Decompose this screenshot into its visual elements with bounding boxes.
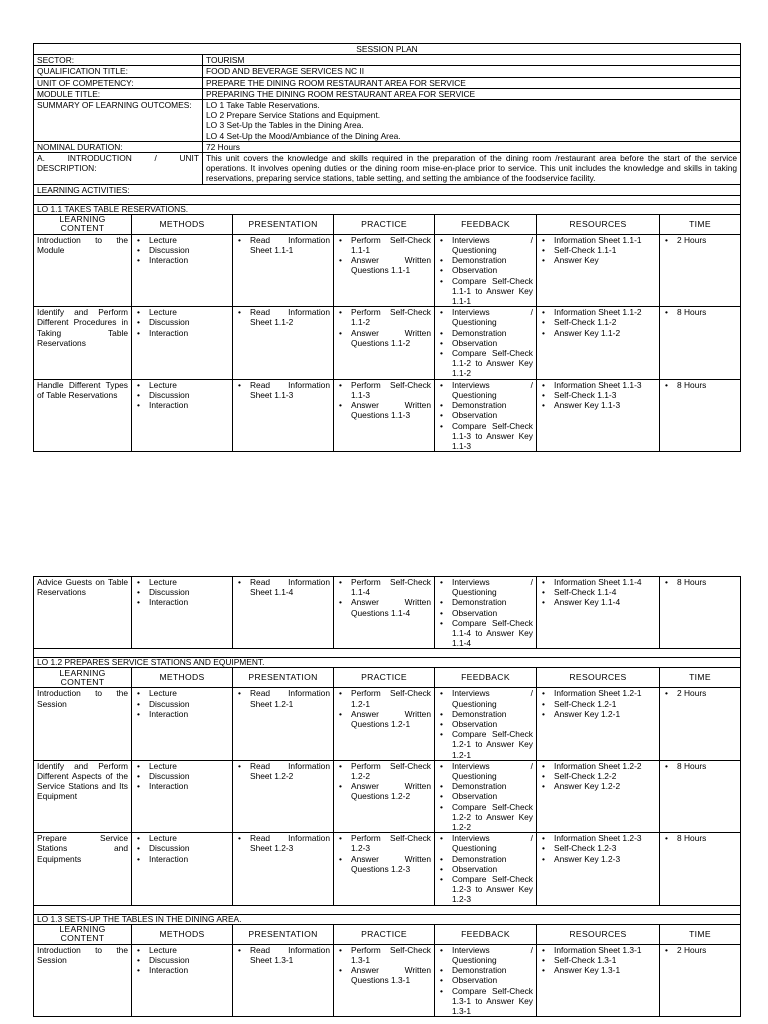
col-header: FEEDBACK xyxy=(435,924,537,944)
intro-text: This unit covers the knowledge and skills required in the preparation of the dining room /restaurant area before the start of the service operations. It involves opening duties or the dining room mise-en-place prior to service. This unit includes the knowledge and skills in taking reservations, preparing service stations, table setting, and setting the ambiance of the foodservice facility. xyxy=(203,153,741,185)
resource-item: • Self-Check 1.2-1 xyxy=(540,699,656,709)
header-row-module xyxy=(34,88,741,99)
presentation-cell xyxy=(233,577,334,649)
time-item: • 2 Hours xyxy=(663,688,737,698)
table-row xyxy=(34,833,741,905)
method-item: • Lecture xyxy=(135,761,229,771)
feedback-item: • Compare Self-Check 1.1-3 to Answer Key 1.1-3 xyxy=(438,421,533,452)
col-header: RESOURCES xyxy=(537,214,660,234)
time-item: • 8 Hours xyxy=(663,307,737,317)
feedback-cell xyxy=(435,379,537,451)
practice-item: • Perform Self-Check 1.2-1 xyxy=(337,688,431,708)
practice-item: • Perform Self-Check 1.1-4 xyxy=(337,577,431,597)
method-item: • Interaction xyxy=(135,328,229,338)
feedback-item: • Interviews / Questioning xyxy=(438,380,533,400)
blank-row xyxy=(34,649,741,658)
table-row xyxy=(34,944,741,1016)
practice-item: • Perform Self-Check 1.1-1 xyxy=(337,235,431,255)
resource-item: • Self-Check 1.1-3 xyxy=(540,390,656,400)
resource-item: • Information Sheet 1.1-1 xyxy=(540,235,656,245)
feedback-item: • Observation xyxy=(438,864,533,874)
col-header: METHODS xyxy=(132,668,233,688)
practice-cell xyxy=(334,307,435,379)
methods-cell xyxy=(132,379,233,451)
presentation-item: • Read Information Sheet 1.1-1 xyxy=(236,235,330,255)
col-header: RESOURCES xyxy=(537,924,660,944)
time-cell xyxy=(660,688,741,760)
time-item: • 8 Hours xyxy=(663,380,737,390)
practice-item: • Answer Written Questions 1.2-2 xyxy=(337,781,431,801)
col-header: PRESENTATION xyxy=(233,214,334,234)
resources-cell xyxy=(537,234,660,306)
resource-item: • Information Sheet 1.2-2 xyxy=(540,761,656,771)
column-header-row xyxy=(34,924,741,944)
learning-content: Advice Guests on Table Reservations xyxy=(34,577,132,649)
time-item: • 8 Hours xyxy=(663,833,737,843)
header-row-unit xyxy=(34,77,741,88)
feedback-item: • Observation xyxy=(438,719,533,729)
nominal-value: 72 Hours xyxy=(203,141,741,152)
col-header: TIME xyxy=(660,924,741,944)
resource-item: • Self-Check 1.2-3 xyxy=(540,843,656,853)
resource-item: • Information Sheet 1.1-4 xyxy=(540,577,656,587)
method-item: • Discussion xyxy=(135,390,229,400)
feedback-cell xyxy=(435,577,537,649)
table-row xyxy=(34,688,741,760)
resources-cell xyxy=(537,307,660,379)
practice-cell xyxy=(334,379,435,451)
time-cell xyxy=(660,234,741,306)
methods-cell xyxy=(132,577,233,649)
feedback-item: • Observation xyxy=(438,791,533,801)
header-label: SECTOR: xyxy=(34,55,203,66)
resource-item: • Self-Check 1.2-2 xyxy=(540,771,656,781)
col-header: LEARNING CONTENT xyxy=(34,668,132,688)
resources-cell xyxy=(537,688,660,760)
method-item: • Discussion xyxy=(135,317,229,327)
feedback-item: • Observation xyxy=(438,608,533,618)
summary-row xyxy=(34,100,741,142)
practice-item: • Perform Self-Check 1.2-2 xyxy=(337,761,431,781)
lo-title: LO 1.3 SETS-UP THE TABLES IN THE DINING AREA. xyxy=(34,914,741,924)
col-header: LEARNING CONTENT xyxy=(34,924,132,944)
feedback-item: • Interviews / Questioning xyxy=(438,235,533,255)
feedback-cell xyxy=(435,688,537,760)
method-item: • Lecture xyxy=(135,945,229,955)
feedback-cell xyxy=(435,833,537,905)
presentation-cell xyxy=(233,833,334,905)
feedback-item: • Demonstration xyxy=(438,965,533,975)
lo-title: LO 1.2 PREPARES SERVICE STATIONS AND EQUIPMENT. xyxy=(34,658,741,668)
table-row xyxy=(34,577,741,649)
page2-table xyxy=(33,576,741,1017)
method-item: • Discussion xyxy=(135,699,229,709)
resource-item: • Information Sheet 1.1-3 xyxy=(540,380,656,390)
practice-item: • Perform Self-Check 1.1-2 xyxy=(337,307,431,327)
header-value: FOOD AND BEVERAGE SERVICES NC II xyxy=(203,66,741,77)
resource-item: • Self-Check 1.3-1 xyxy=(540,955,656,965)
time-cell xyxy=(660,379,741,451)
method-item: • Discussion xyxy=(135,843,229,853)
presentation-cell xyxy=(233,379,334,451)
header-label: MODULE TITLE: xyxy=(34,88,203,99)
feedback-item: • Observation xyxy=(438,975,533,985)
session-plan-page-2 xyxy=(33,576,740,1017)
resource-item: • Answer Key 1.3-1 xyxy=(540,965,656,975)
presentation-item: • Read Information Sheet 1.1-3 xyxy=(236,380,330,400)
resources-cell xyxy=(537,577,660,649)
method-item: • Interaction xyxy=(135,781,229,791)
learning-content: Introduction to the Module xyxy=(34,234,132,306)
col-header: FEEDBACK xyxy=(435,214,537,234)
practice-cell xyxy=(334,760,435,832)
method-item: • Lecture xyxy=(135,307,229,317)
feedback-cell xyxy=(435,307,537,379)
presentation-item: • Read Information Sheet 1.1-2 xyxy=(236,307,330,327)
header-row-qualification xyxy=(34,66,741,77)
col-header: TIME xyxy=(660,668,741,688)
header-label: UNIT OF COMPETENCY: xyxy=(34,77,203,88)
presentation-cell xyxy=(233,307,334,379)
time-cell xyxy=(660,944,741,1016)
method-item: • Lecture xyxy=(135,833,229,843)
presentation-cell xyxy=(233,688,334,760)
method-item: • Lecture xyxy=(135,235,229,245)
feedback-item: • Demonstration xyxy=(438,255,533,265)
resource-item: • Answer Key 1.1-2 xyxy=(540,328,656,338)
presentation-cell xyxy=(233,234,334,306)
feedback-item: • Demonstration xyxy=(438,709,533,719)
method-item: • Lecture xyxy=(135,688,229,698)
header-row-sector xyxy=(34,55,741,66)
practice-item: • Answer Written Questions 1.1-2 xyxy=(337,328,431,348)
resource-item: • Information Sheet 1.2-3 xyxy=(540,833,656,843)
method-item: • Discussion xyxy=(135,245,229,255)
practice-cell xyxy=(334,833,435,905)
col-header: PRACTICE xyxy=(334,924,435,944)
resource-item: • Self-Check 1.1-2 xyxy=(540,317,656,327)
method-item: • Discussion xyxy=(135,955,229,965)
resources-cell xyxy=(537,833,660,905)
methods-cell xyxy=(132,833,233,905)
summary-line: LO 3 Set-Up the Tables in the Dining Area. xyxy=(206,120,364,131)
column-header-row xyxy=(34,214,741,234)
header-value: PREPARE THE DINING ROOM RESTAURANT AREA FOR SERVICE xyxy=(203,77,741,88)
practice-item: • Answer Written Questions 1.2-3 xyxy=(337,854,431,874)
method-item: • Interaction xyxy=(135,854,229,864)
session-plan-page-1 xyxy=(33,43,740,452)
feedback-item: • Observation xyxy=(438,265,533,275)
table-row xyxy=(34,234,741,306)
learning-content: Handle Different Types of Table Reservations xyxy=(34,379,132,451)
practice-item: • Answer Written Questions 1.3-1 xyxy=(337,965,431,985)
method-item: • Interaction xyxy=(135,597,229,607)
feedback-item: • Demonstration xyxy=(438,400,533,410)
feedback-item: • Compare Self-Check 1.3-1 to Answer Key 1.3-1 xyxy=(438,986,533,1017)
feedback-item: • Compare Self-Check 1.2-1 to Answer Key 1.2-1 xyxy=(438,729,533,760)
resources-cell xyxy=(537,379,660,451)
presentation-item: • Read Information Sheet 1.2-2 xyxy=(236,761,330,781)
resource-item: • Answer Key xyxy=(540,255,656,265)
feedback-item: • Compare Self-Check 1.1-4 to Answer Key 1.1-4 xyxy=(438,618,533,649)
resource-item: • Self-Check 1.1-1 xyxy=(540,245,656,255)
summary-lines xyxy=(203,100,741,142)
summary-line: LO 4 Set-Up the Mood/Ambiance of the Dining Area. xyxy=(206,130,401,141)
col-header: METHODS xyxy=(132,214,233,234)
methods-cell xyxy=(132,307,233,379)
blank-row xyxy=(34,195,741,204)
practice-item: • Answer Written Questions 1.2-1 xyxy=(337,709,431,729)
feedback-item: • Demonstration xyxy=(438,328,533,338)
summary-label: SUMMARY OF LEARNING OUTCOMES: xyxy=(34,100,203,142)
resource-item: • Answer Key 1.1-4 xyxy=(540,597,656,607)
col-header: PRACTICE xyxy=(334,668,435,688)
feedback-item: • Interviews / Questioning xyxy=(438,688,533,708)
header-value: PREPARING THE DINING ROOM RESTAURANT AREA FOR SERVICE xyxy=(203,88,741,99)
practice-cell xyxy=(334,688,435,760)
intro-row xyxy=(34,153,741,185)
feedback-item: • Demonstration xyxy=(438,597,533,607)
session-plan-header-table xyxy=(33,43,741,196)
method-item: • Discussion xyxy=(135,771,229,781)
resource-item: • Answer Key 1.1-3 xyxy=(540,400,656,410)
methods-cell xyxy=(132,760,233,832)
plan-title: SESSION PLAN xyxy=(34,44,741,55)
method-item: • Discussion xyxy=(135,587,229,597)
nominal-row xyxy=(34,141,741,152)
practice-item: • Perform Self-Check 1.2-3 xyxy=(337,833,431,853)
feedback-item: • Observation xyxy=(438,338,533,348)
presentation-item: • Read Information Sheet 1.2-3 xyxy=(236,833,330,853)
learning-content: Identify and Perform Different Procedures in Taking Table Reservations xyxy=(34,307,132,379)
col-header: PRACTICE xyxy=(334,214,435,234)
feedback-item: • Demonstration xyxy=(438,781,533,791)
feedback-item: • Interviews / Questioning xyxy=(438,945,533,965)
column-header-row xyxy=(34,668,741,688)
presentation-cell xyxy=(233,944,334,1016)
time-cell xyxy=(660,760,741,832)
table-row xyxy=(34,760,741,832)
practice-item: • Perform Self-Check 1.3-1 xyxy=(337,945,431,965)
time-item: • 2 Hours xyxy=(663,235,737,245)
feedback-item: • Observation xyxy=(438,410,533,420)
feedback-item: • Interviews / Questioning xyxy=(438,761,533,781)
method-item: • Interaction xyxy=(135,965,229,975)
resource-item: • Self-Check 1.1-4 xyxy=(540,587,656,597)
col-header: METHODS xyxy=(132,924,233,944)
intro-label: A. INTRODUCTION / UNIT DESCRIPTION: xyxy=(34,153,203,185)
method-item: • Interaction xyxy=(135,709,229,719)
feedback-cell xyxy=(435,944,537,1016)
resource-item: • Information Sheet 1.2-1 xyxy=(540,688,656,698)
method-item: • Interaction xyxy=(135,400,229,410)
time-item: • 2 Hours xyxy=(663,945,737,955)
feedback-cell xyxy=(435,234,537,306)
feedback-item: • Interviews / Questioning xyxy=(438,577,533,597)
feedback-item: • Compare Self-Check 1.2-2 to Answer Key 1.2-2 xyxy=(438,802,533,833)
time-cell xyxy=(660,833,741,905)
time-item: • 8 Hours xyxy=(663,577,737,587)
resources-cell xyxy=(537,760,660,832)
col-header: LEARNING CONTENT xyxy=(34,214,132,234)
time-cell xyxy=(660,577,741,649)
feedback-item: • Compare Self-Check 1.1-2 to Answer Key 1.1-2 xyxy=(438,348,533,379)
learning-content: Prepare Service Stations and Equipments xyxy=(34,833,132,905)
learning-activities-label: LEARNING ACTIVITIES: xyxy=(34,184,741,195)
learning-content: Introduction to the Session xyxy=(34,944,132,1016)
blank-row xyxy=(34,905,741,914)
practice-item: • Perform Self-Check 1.1-3 xyxy=(337,380,431,400)
practice-cell xyxy=(334,234,435,306)
practice-item: • Answer Written Questions 1.1-4 xyxy=(337,597,431,617)
nominal-label: NOMINAL DURATION: xyxy=(34,141,203,152)
header-label: QUALIFICATION TITLE: xyxy=(34,66,203,77)
presentation-cell xyxy=(233,760,334,832)
lo1-table xyxy=(33,195,741,452)
methods-cell xyxy=(132,234,233,306)
method-item: • Lecture xyxy=(135,577,229,587)
summary-line: LO 1 Take Table Reservations. xyxy=(206,100,320,111)
learning-content: Identify and Perform Different Aspects of the Service Stations and Its Equipment xyxy=(34,760,132,832)
resource-item: • Information Sheet 1.3-1 xyxy=(540,945,656,955)
presentation-item: • Read Information Sheet 1.1-4 xyxy=(236,577,330,597)
presentation-item: • Read Information Sheet 1.2-1 xyxy=(236,688,330,708)
time-cell xyxy=(660,307,741,379)
methods-cell xyxy=(132,944,233,1016)
resource-item: • Information Sheet 1.1-2 xyxy=(540,307,656,317)
resource-item: • Answer Key 1.2-3 xyxy=(540,854,656,864)
method-item: • Interaction xyxy=(135,255,229,265)
lo-title: LO 1.1 TAKES TABLE RESERVATIONS. xyxy=(34,204,741,214)
feedback-item: • Interviews / Questioning xyxy=(438,307,533,327)
practice-item: • Answer Written Questions 1.1-1 xyxy=(337,255,431,275)
col-header: TIME xyxy=(660,214,741,234)
time-item: • 8 Hours xyxy=(663,761,737,771)
resource-item: • Answer Key 1.2-2 xyxy=(540,781,656,791)
methods-cell xyxy=(132,688,233,760)
practice-cell xyxy=(334,577,435,649)
practice-cell xyxy=(334,944,435,1016)
table-row xyxy=(34,307,741,379)
feedback-cell xyxy=(435,760,537,832)
method-item: • Lecture xyxy=(135,380,229,390)
feedback-item: • Demonstration xyxy=(438,854,533,864)
practice-item: • Answer Written Questions 1.1-3 xyxy=(337,400,431,420)
learning-content: Introduction to the Session xyxy=(34,688,132,760)
resources-cell xyxy=(537,944,660,1016)
col-header: PRESENTATION xyxy=(233,668,334,688)
summary-line: LO 2 Prepare Service Stations and Equipment. xyxy=(206,110,381,121)
table-row xyxy=(34,379,741,451)
col-header: FEEDBACK xyxy=(435,668,537,688)
feedback-item: • Interviews / Questioning xyxy=(438,833,533,853)
feedback-item: • Compare Self-Check 1.1-1 to Answer Key 1.1-1 xyxy=(438,276,533,307)
resource-item: • Answer Key 1.2-1 xyxy=(540,709,656,719)
feedback-item: • Compare Self-Check 1.2-3 to Answer Key 1.2-3 xyxy=(438,874,533,905)
header-value: TOURISM xyxy=(203,55,741,66)
presentation-item: • Read Information Sheet 1.3-1 xyxy=(236,945,330,965)
col-header: RESOURCES xyxy=(537,668,660,688)
col-header: PRESENTATION xyxy=(233,924,334,944)
